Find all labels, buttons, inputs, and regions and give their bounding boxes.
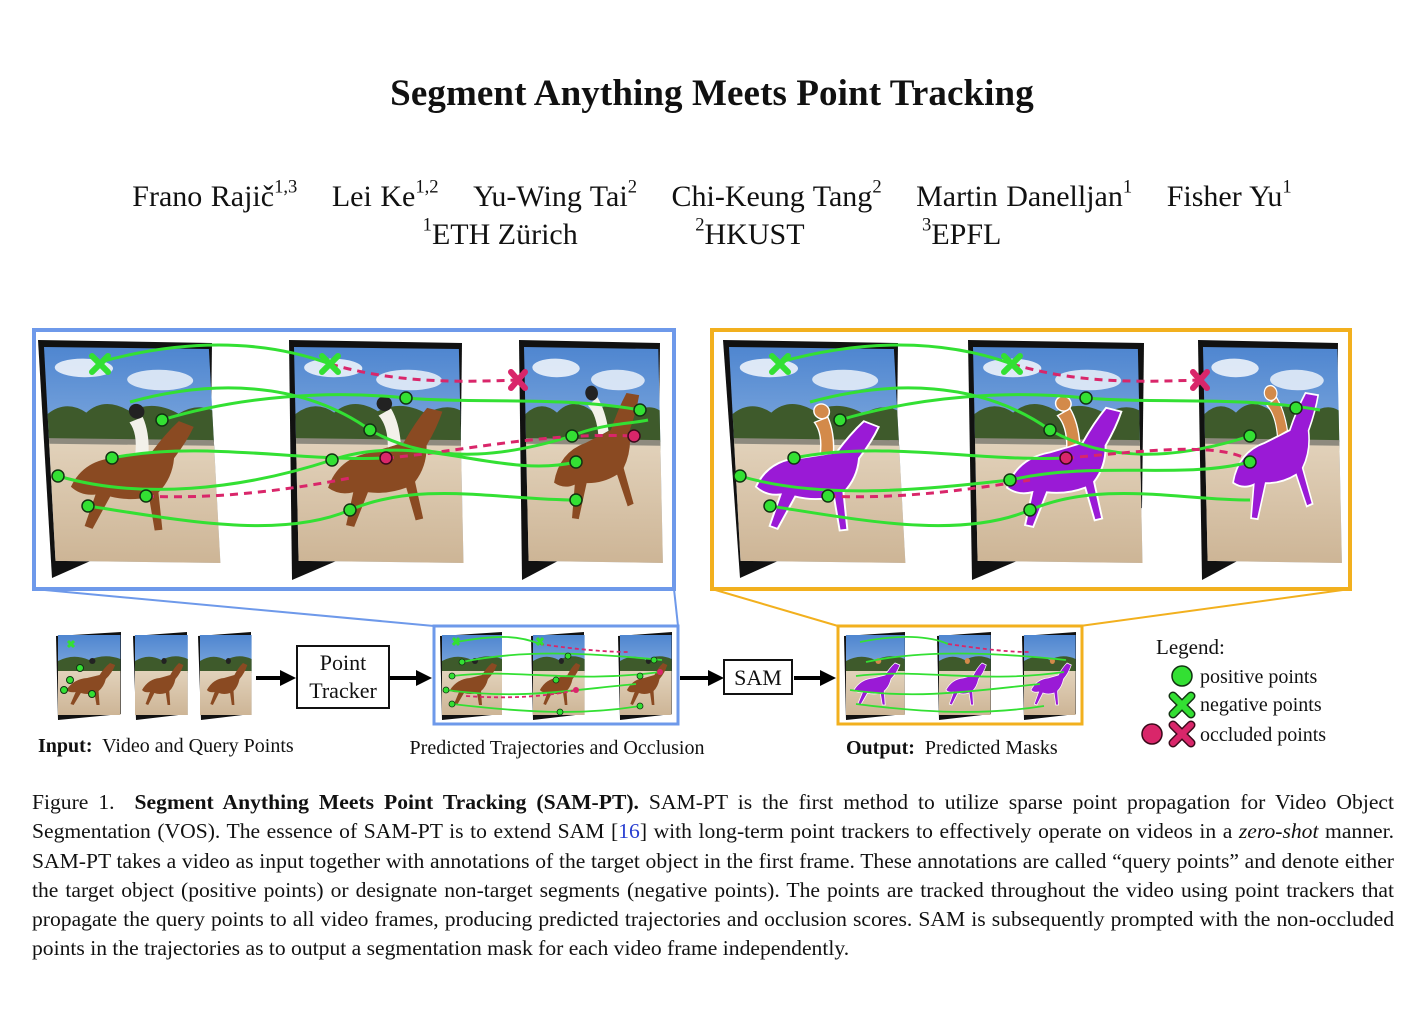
legend-title: Legend: (1156, 635, 1225, 659)
author: Martin Danelljan$^1$ (916, 176, 1133, 213)
video-frame (519, 340, 664, 580)
input-thumbnail (133, 632, 188, 720)
point-tracker-label: Tracker (309, 678, 377, 703)
occluded-points (1060, 452, 1072, 464)
paper-title: Segment Anything Meets Point Tracking (390, 73, 1034, 114)
positive-point-icon (1172, 666, 1192, 686)
legend (1142, 635, 1326, 746)
zoom-connector (712, 589, 838, 626)
sam-label: SAM (734, 665, 782, 690)
author: Frano Rajič$^{1,3}$ (132, 176, 298, 213)
legend-positive: positive points (1200, 666, 1318, 688)
author: Yu-Wing Tai$^2$ (473, 176, 637, 213)
zoom-connector (1080, 589, 1350, 626)
author: Fisher Yu$^1$ (1166, 176, 1292, 213)
caption-title: Segment Anything Meets Point Tracking (SAM-PT). (134, 790, 639, 814)
mask-frame (968, 340, 1144, 580)
zoom-connector (674, 589, 678, 626)
video-frame (289, 340, 464, 580)
figure-caption: Figure 1. Segment Anything Meets Point Tracking (SAM-PT). SAM-PT is the first method to utilize sparse point propagation for Video Object Segmentation (VOS). The essence of SAM-PT is to extend SAM [16] with long-term point trackers to effectively operate on videos in a zero-shot manner. SAM-PT takes a video as input together with annotations of the target object in the first frame. These annotations are called “query points” and denote either the target object (positive points) or designate non-target segments (negative points). The points are tracked throughout the video using point trackers that propagate the query points to all video frames, producing predicted trajectories and occlusion scores. SAM is subsequently prompted with the non-occluded points in the trajectories as to output a segmentation mask for each video frame independently. (32, 790, 1394, 961)
input-thumbnail (56, 632, 121, 720)
point-tracker-label: Point (319, 650, 367, 675)
occluded-point-icon (1142, 724, 1162, 744)
citation-link[interactable]: 16 (618, 819, 640, 844)
trajectories-caption: Predicted Trajectories and Occlusion (409, 737, 705, 759)
author: Chi-Keung Tang$^2$ (671, 176, 882, 213)
legend-negative: negative points (1200, 694, 1322, 716)
affiliation: $^2$HKUST (695, 214, 805, 251)
author: Lei Ke$^{1,2}$ (331, 176, 439, 213)
zoom-connector (34, 589, 434, 626)
output-caption: Output: Predicted Masks (846, 737, 1058, 759)
input-caption: Input: Video and Query Points (38, 735, 294, 757)
mask-frame (723, 340, 905, 578)
input-thumbnail (198, 632, 252, 720)
video-frame (38, 340, 220, 578)
mask-frame (1198, 340, 1343, 580)
affiliation: $^1$ETH Zürich (422, 214, 578, 251)
legend-occluded: occluded points (1200, 724, 1327, 746)
affiliation: $^3$EPFL (922, 214, 1002, 251)
figure-label: Figure 1. (32, 790, 115, 814)
